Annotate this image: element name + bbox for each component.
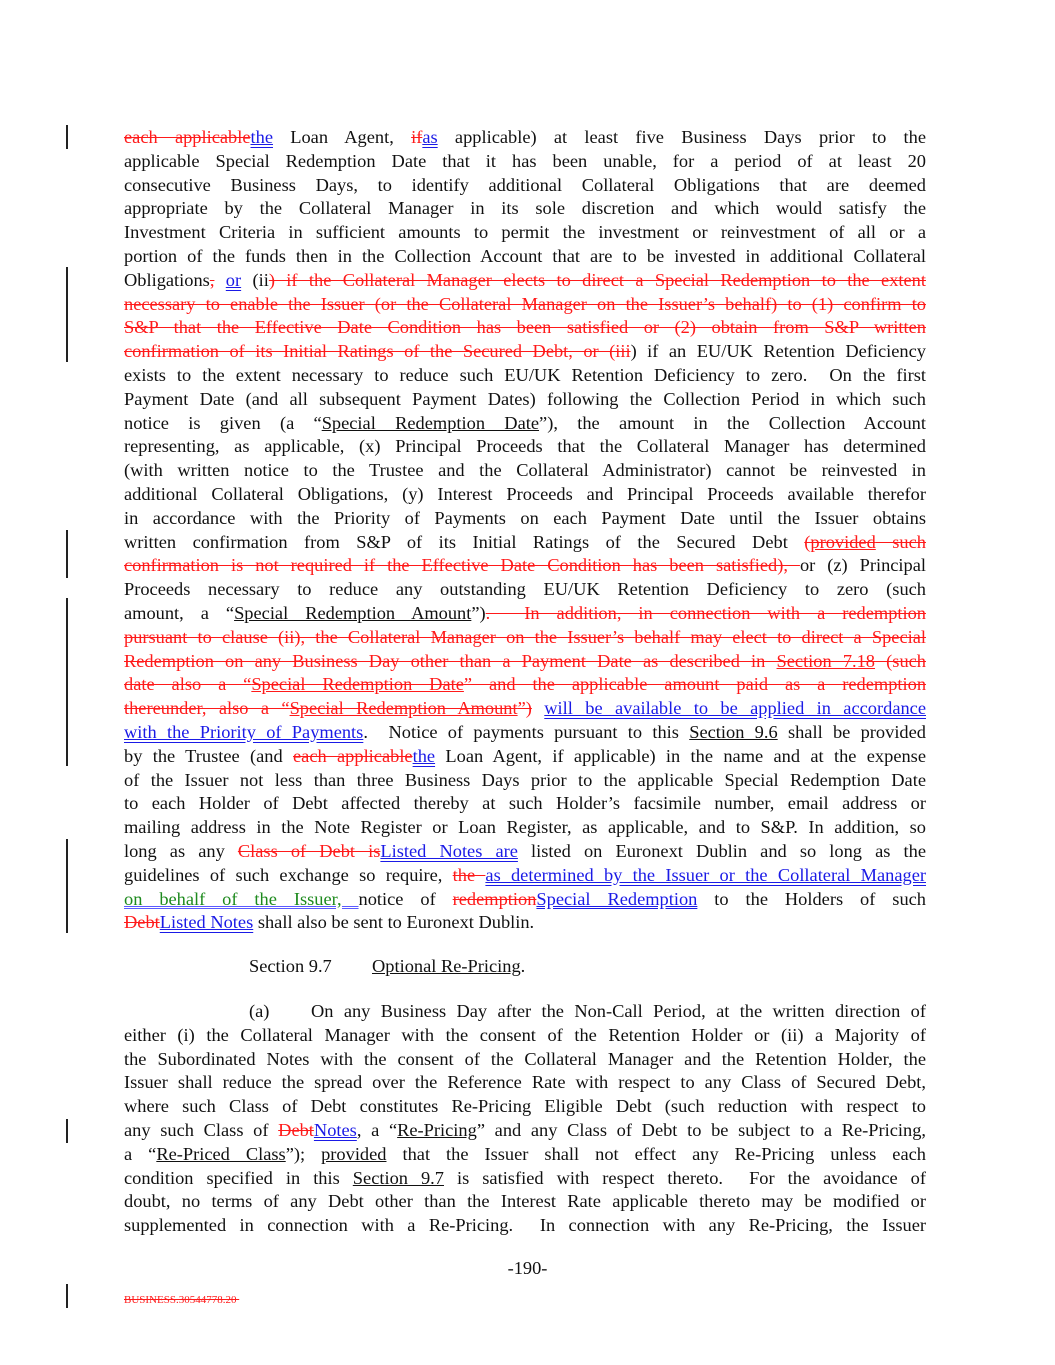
deleted-text: necessary to enable the Issuer (or the Collateral Manager on the Issuer’s behalf) to (1) confirm to [124, 293, 926, 314]
text-line [124, 815, 926, 839]
deleted-text: the [452, 864, 486, 885]
text-line [124, 125, 926, 149]
text-run: guidelines of such exchange so require, [124, 864, 453, 885]
inserted-text: the [250, 127, 273, 147]
text-run: appropriate by the Collateral Manager in its sole discretion and which would satisfy the [124, 198, 926, 219]
deleted-text: . In addition, in connection with a redemption [485, 603, 926, 623]
text-run: . Notice of payments pursuant to this [363, 722, 690, 742]
text-run: written confirmation from S&P of its Initial Ratings of the Secured Debt [124, 531, 805, 552]
text-run: notice of [358, 888, 453, 909]
text-run [214, 270, 225, 290]
text-run: ”) [471, 603, 486, 623]
text-line [124, 292, 926, 316]
text-run: exists to the extent necessary to reduce such EU/UK Retention Deficiency to zero. On the first [124, 365, 926, 385]
text-run: portion of the funds then in the Collection Account that are to be invested in additional Collateral [124, 246, 926, 266]
inserted-text: as [422, 127, 438, 147]
text-line [124, 173, 926, 197]
underlined-term: Re-Priced Class [156, 1143, 286, 1164]
text-run: to the Holders of such [697, 888, 927, 909]
text-line [124, 506, 926, 530]
deleted-text: Special Redemption Date [251, 674, 464, 695]
inserted-text: as determined by the Issuer or the Collateral Manager [485, 864, 926, 885]
deleted-text: Section 7.18 [776, 650, 876, 671]
inserted-text: Notes [313, 1120, 357, 1140]
text-line [124, 625, 926, 649]
text-line [124, 149, 926, 173]
change-bar [66, 125, 68, 149]
text-line [124, 220, 926, 244]
deleted-text: each applicable [124, 127, 251, 147]
deleted-text: Debt [124, 912, 160, 933]
text-line [124, 744, 926, 768]
text-run: a “ [124, 1143, 157, 1164]
text-run: Obligations [124, 269, 210, 290]
text-line [124, 577, 926, 601]
text-run: doubt, no terms of any Debt other than the Interest Rate applicable thereto may be modified or [124, 1191, 926, 1212]
text-run: , a “ [356, 1120, 398, 1140]
deleted-text: if [411, 127, 423, 147]
text-run [532, 698, 544, 718]
text-run: ”), the amount in the Collection Account [539, 412, 926, 433]
text-run: (with written notice to the Trustee and the Collateral Administrator) cannot be reinvested in [124, 460, 926, 481]
text-line [124, 553, 926, 577]
text-run: in accordance with the Priority of Payments on each Payment Date until the Issuer obtains [124, 507, 926, 528]
text-line [124, 1142, 926, 1166]
underlined-term: Section 9.6 [689, 722, 778, 742]
text-line [124, 863, 926, 887]
text-run: shall also be sent to Euronext Dublin. [253, 912, 535, 933]
deleted-text: Special Redemption Amount [289, 698, 518, 719]
underlined-term: Special Redemption Amount [234, 603, 472, 623]
text-line [124, 1070, 926, 1094]
deleted-text: redemption [452, 888, 537, 909]
text-run: by the Trustee (and [124, 745, 294, 766]
text-line [124, 387, 926, 411]
text-line [124, 696, 926, 720]
moved-text: on behalf of the Issuer, [124, 888, 359, 909]
inserted-text: the [412, 745, 436, 766]
text-line [124, 1094, 926, 1118]
text-line [124, 1118, 926, 1142]
text-line [124, 887, 926, 911]
text-run: Loan Agent, [272, 127, 412, 147]
text-run: shall be provided [777, 722, 926, 742]
inserted-text: Listed Notes are [380, 841, 518, 861]
deleted-text: confirmation of its Initial Ratings of the Secured Debt, or (iii [124, 341, 631, 362]
deleted-text: Redemption on any Business Day other than a Payment Date as described in [124, 650, 777, 671]
paragraph-a-label: (a) [249, 1001, 270, 1021]
text-line [124, 458, 926, 482]
text-run: to each Holder of Debt affected thereby at such Holder’s facsimile number, email address or [124, 793, 926, 814]
document-footer-id: BUSINESS.30544778.20 [124, 1294, 240, 1306]
text-line [124, 1023, 926, 1047]
underlined-term: provided [321, 1143, 387, 1164]
deleted-text: pursuant to clause (ii), the Collateral Manager on the Issuer’s behalf may elect to direct a Special [124, 626, 926, 647]
text-line [124, 411, 926, 435]
text-line [124, 1047, 926, 1071]
text-run: condition specified in this [124, 1167, 353, 1188]
deleted-text: , [209, 269, 215, 290]
text-run: Issuer shall reduce the spread over the Reference Rate with respect to any Class of Secured Debt, [124, 1072, 926, 1093]
deleted-text: thereunder, also a “ [124, 698, 290, 719]
text-run: listed on Euronext Dublin and so long as the [517, 841, 926, 861]
text-run: that the Issuer shall not effect any Re-Pricing unless each [386, 1143, 926, 1164]
text-line [124, 601, 926, 625]
deleted-text: such [875, 531, 926, 552]
section-title-text: Optional Re-Pricing [372, 956, 521, 976]
text-run: applicable Special Redemption Date that it has been unable, for a period of at least 20 [124, 150, 926, 171]
text-line [124, 910, 926, 934]
deleted-text: ”) [517, 698, 532, 719]
deleted-text: confirmation is not required if the Effective Date Condition has been satisfied), [124, 555, 800, 576]
text-run: amount, a “ [124, 603, 235, 623]
text-line [124, 315, 926, 339]
text-line [124, 768, 926, 792]
text-line [124, 791, 926, 815]
section-title-period: . [520, 956, 526, 976]
text-run: consecutive Business Days, to identify additional Collateral Obligations that are deemed [124, 174, 926, 195]
deleted-text: ” and the applicable amount paid as a redemption [463, 674, 927, 695]
change-bar [66, 839, 68, 933]
text-run: ”); [285, 1143, 322, 1164]
deleted-text: S&P that the Effective Date Condition has been satisfied or (2) obtain from S&P written [124, 317, 926, 338]
text-line [124, 720, 926, 744]
text-run: mailing address in the Note Register or Loan Register, as applicable, and to S&P. In addition, so [124, 817, 926, 838]
text-run: long as any [124, 841, 238, 861]
inserted-text: with the Priority of Payments [124, 722, 364, 742]
text-run: either (i) the Collateral Manager with the consent of the Retention Holder or (ii) a Majority of [124, 1024, 926, 1045]
text-run: where such Class of Debt constitutes Re-Pricing Eligible Debt (such reduction with respect to [124, 1096, 926, 1117]
deleted-text: Debt [278, 1120, 314, 1140]
text-run: Loan Agent, if applicable) in the name and at the expense [435, 745, 926, 766]
text-line [311, 999, 926, 1023]
text-line [124, 268, 926, 292]
text-run: the Subordinated Notes with the consent of the Collateral Manager and the Retention Holder, the [124, 1048, 926, 1069]
text-line [124, 1189, 926, 1213]
deleted-text: (such [875, 650, 926, 671]
text-line [124, 530, 926, 554]
underlined-term: Special Redemption Date [321, 412, 540, 433]
text-line [124, 1166, 926, 1190]
text-line [124, 434, 926, 458]
change-bar [66, 530, 68, 578]
deleted-text: provided [810, 531, 876, 552]
underlined-term: Re-Pricing [397, 1120, 477, 1140]
text-run: ” and any Class of Debt to be subject to a Re-Pricing, [476, 1120, 927, 1140]
text-run: Payment Date (and all subsequent Payment Dates) following the Collection Period in which such [124, 388, 926, 409]
text-run: representing, as applicable, (x) Principal Proceeds that the Collateral Manager has determined [124, 436, 926, 457]
change-bar [66, 1119, 68, 1143]
deleted-text: ( [804, 531, 811, 552]
text-run: is satisfied with respect thereto. For the avoidance of [443, 1167, 926, 1188]
inserted-text: Special Redemption [536, 888, 698, 909]
text-line [124, 196, 926, 220]
section-title [372, 954, 525, 978]
text-run: or (z) Principal [799, 555, 927, 576]
text-run: applicable) at least five Business Days prior to the [437, 127, 926, 147]
change-bar [66, 598, 68, 766]
deleted-text: ) if the Collateral Manager elects to direct a Special Redemption to the extent [268, 269, 926, 290]
page-number: -190- [507, 1258, 548, 1278]
text-line [124, 244, 926, 268]
text-line [124, 363, 926, 387]
text-line [124, 672, 926, 696]
inserted-text: Listed Notes [159, 912, 254, 933]
text-line [124, 649, 926, 673]
text-run: Proceeds necessary to reduce any outstanding EU/UK Retention Deficiency to zero (such [124, 579, 926, 600]
inserted-text: or [225, 269, 242, 290]
text-line [124, 482, 926, 506]
text-run: Investment Criteria in sufficient amounts to permit the investment or reinvestment of all or a [124, 222, 926, 243]
text-line [124, 839, 926, 863]
inserted-text: will be available to be applied in accordance [544, 698, 926, 719]
text-line [124, 339, 926, 363]
text-run: of the Issuer not less than three Business Days prior to the applicable Special Redemption Date [124, 769, 926, 790]
underlined-term: Section 9.7 [352, 1167, 444, 1188]
deleted-text: each applicable [293, 745, 413, 766]
text-line [124, 1213, 926, 1237]
text-run: additional Collateral Obligations, (y) Interest Proceeds and Principal Proceeds available therefor [124, 484, 926, 504]
change-bar [66, 267, 68, 362]
text-run: On any Business Day after the Non-Call Period, at the written direction of [311, 1001, 926, 1021]
text-run: any such Class of [124, 1120, 279, 1140]
change-bar [66, 1284, 68, 1308]
deleted-text: date also a “ [124, 674, 252, 695]
section-number: Section 9.7 [249, 956, 332, 976]
deleted-text: Class of Debt is [237, 841, 381, 861]
text-run: supplemented in connection with a Re-Pricing. In connection with any Re-Pricing, the Issuer [124, 1215, 926, 1236]
text-run: ) if an EU/UK Retention Deficiency [630, 341, 926, 362]
text-run: (ii [241, 269, 269, 290]
text-run: notice is given (a “ [124, 412, 322, 433]
